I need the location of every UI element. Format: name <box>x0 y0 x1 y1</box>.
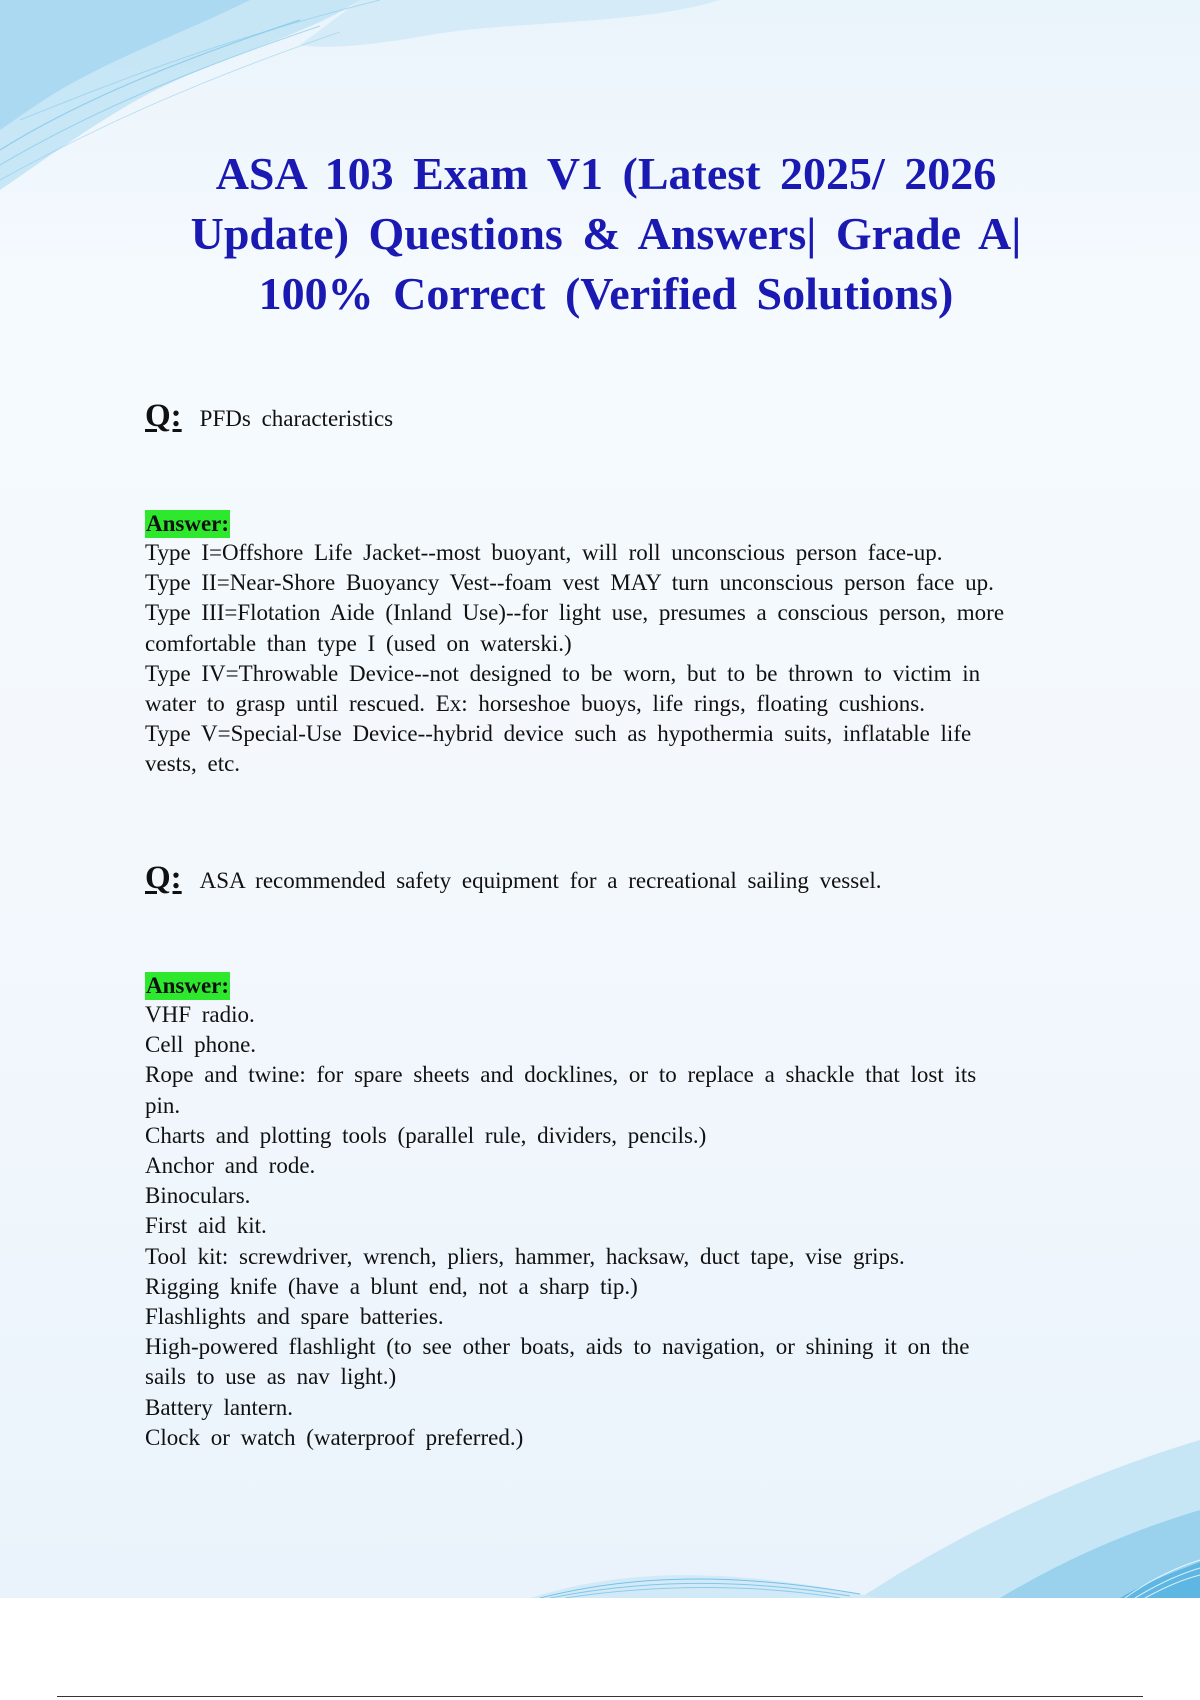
answer-text <box>145 1000 1075 1453</box>
answer-label: Answer: <box>146 511 230 536</box>
answer-line: Binoculars. <box>145 1183 251 1209</box>
qa-block-safety-equipment <box>145 860 1075 1453</box>
answer-line: VHF radio. <box>145 1002 255 1027</box>
document-title: ASA 103 Exam V1 (Latest 2025/ 2026 Update) Questions & Answers| Grade A| 100% Correct (Verified Solutions) <box>190 148 1022 319</box>
answer-line: water to grasp until rescued. Ex: horseshoe buoys, life rings, floating cushions. <box>145 691 925 717</box>
qa-block-pfd <box>145 398 1075 780</box>
answer-line: vests, etc. <box>145 751 241 777</box>
answer-line: Type IV=Throwable Device--not designed to be worn, but to be thrown to victim in <box>145 660 981 686</box>
answer-line: Type I=Offshore Life Jacket--most buoyant, will roll unconscious person face-up. <box>145 540 943 565</box>
answer-line: Type V=Special-Use Device--hybrid device such as hypothermia suits, inflatable life <box>145 721 972 747</box>
answer-line: Cell phone. <box>145 1032 257 1058</box>
answer-line: Rope and twine: for spare sheets and docklines, or to replace a shackle that lost its <box>145 1062 977 1088</box>
footer-divider <box>57 1696 1143 1697</box>
answer-line: Battery lantern. <box>145 1394 294 1420</box>
answer-line: pin. <box>145 1092 181 1118</box>
answer-line: Charts and plotting tools (parallel rule, dividers, pencils.) <box>145 1122 707 1148</box>
answer-line: Clock or watch (waterproof preferred.) <box>145 1424 524 1450</box>
answer-line: Anchor and rode. <box>145 1153 316 1179</box>
answer-text <box>145 538 1075 780</box>
answer-line: Flashlights and spare batteries. <box>145 1304 444 1330</box>
answer-line: Rigging knife (have a blunt end, not a sharp tip.) <box>145 1273 638 1299</box>
answer-line: Tool kit: screwdriver, wrench, pliers, hammer, hacksaw, duct tape, vise grips. <box>145 1243 905 1269</box>
answer-label: Answer: <box>146 973 230 998</box>
question-label: Q: <box>145 860 182 896</box>
answer-line: High-powered flashlight (to see other boats, aids to navigation, or shining it on the <box>145 1334 970 1360</box>
question-row <box>145 860 1075 897</box>
answer-line: Type III=Flotation Aide (Inland Use)--for light use, presumes a conscious person, more <box>145 600 1005 626</box>
answer-line: comfortable than type I (used on waterski.) <box>145 630 572 656</box>
answer-line: sails to use as nav light.) <box>145 1364 397 1390</box>
question-text: PFDs characteristics <box>199 406 394 431</box>
answer-line: First aid kit. <box>145 1213 267 1239</box>
question-label: Q: <box>145 398 182 434</box>
question-text: ASA recommended safety equipment for a recreational sailing vessel. <box>199 868 882 893</box>
question-row <box>145 398 1075 435</box>
answer-line: Type II=Near-Shore Buoyancy Vest--foam vest MAY turn unconscious person face up. <box>145 570 994 596</box>
